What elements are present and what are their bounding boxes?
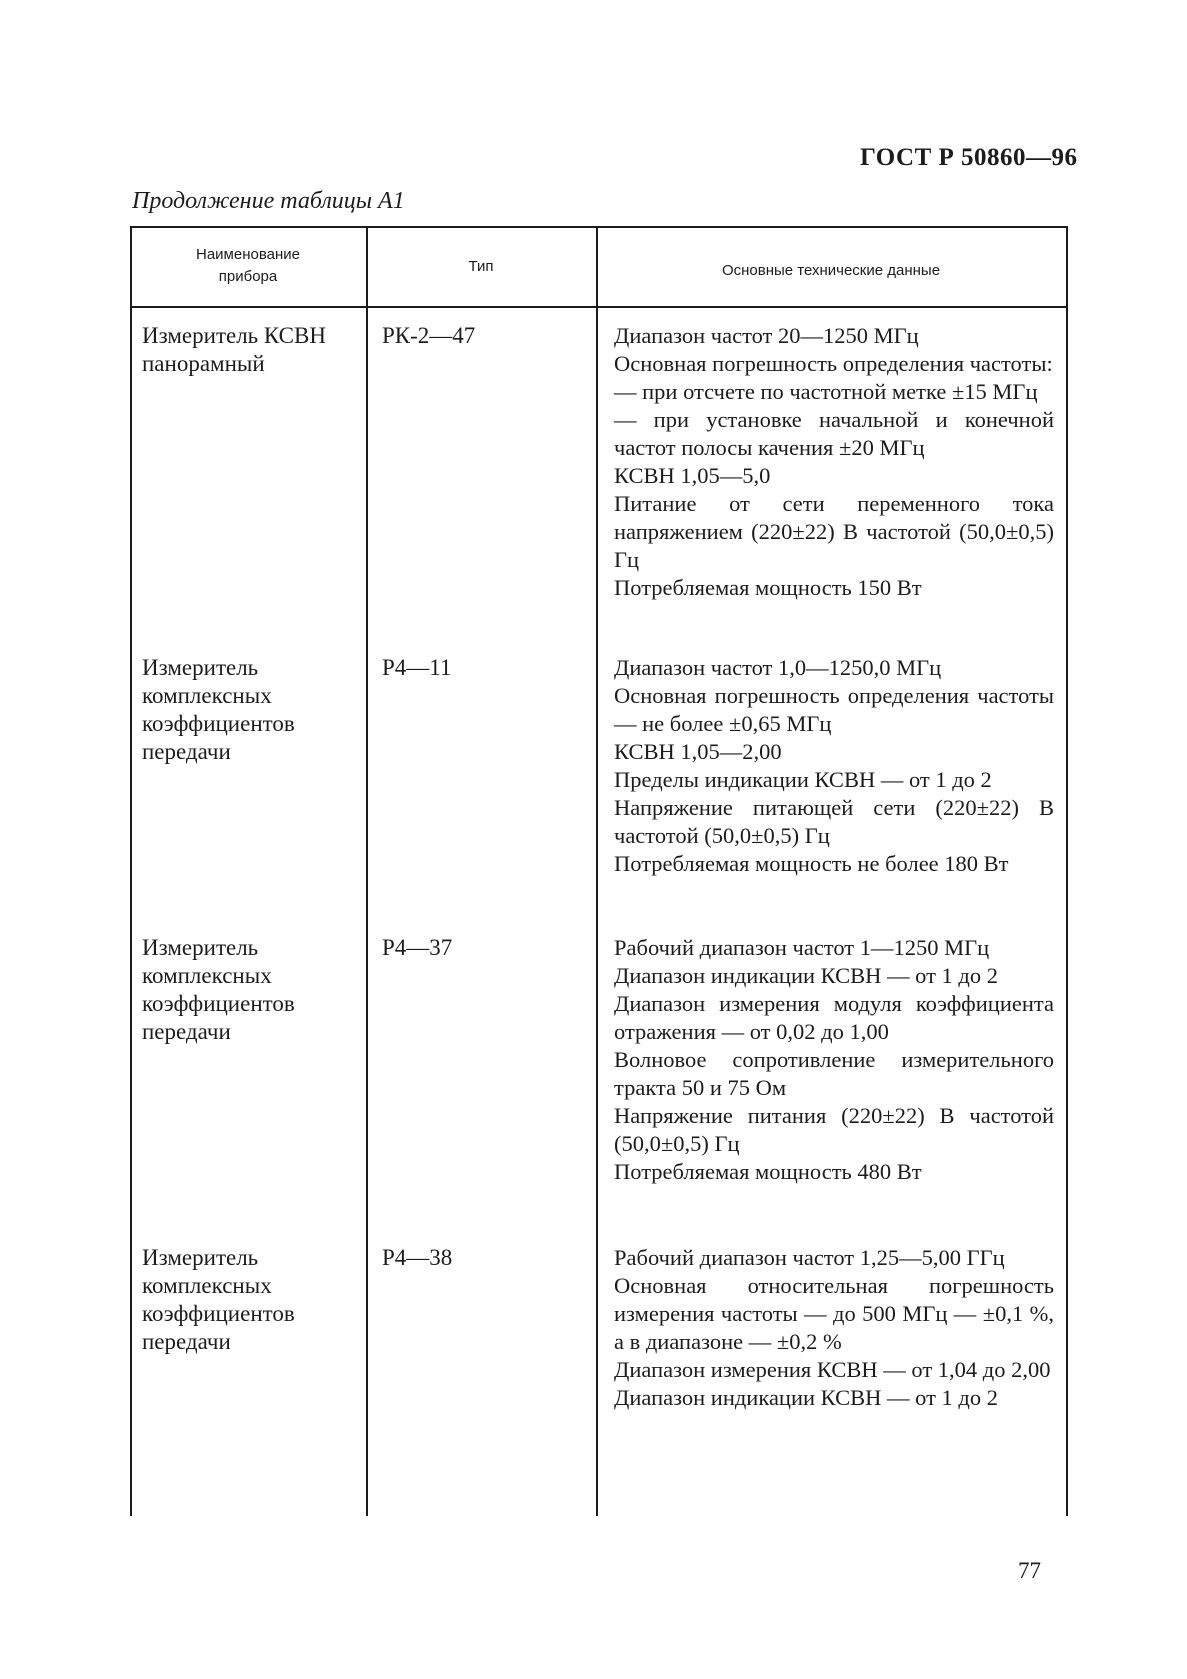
spec-line: Питание от сети переменного тока напряжением (220±22) В частотой (50,0±0,5) Гц [614,491,1054,572]
spec-line: Основная погрешность определения частоты: [614,351,1053,376]
instrument-specs [614,322,1054,602]
column-header-specs: Основные технические данные [721,262,941,279]
table-border-top [130,226,1068,228]
table-border-right [1066,226,1068,1516]
spec-line: — при отсчете по частотной метке ±15 МГц [614,379,1038,404]
header-bottom-rule [130,306,1068,308]
table-divider-2 [596,226,598,1516]
spec-line: Напряжение питания (220±22) В частотой (50,0±0,5) Гц [614,1103,1054,1156]
column-header-type: Тип [468,258,494,275]
instrument-specs [614,654,1054,878]
table-caption: Продолжение таблицы А1 [132,188,405,214]
spec-line: КСВН 1,05—2,00 [614,739,782,764]
spec-line: Диапазон частот 20—1250 МГц [614,323,919,348]
instrument-type: Р4—38 [382,1245,453,1270]
instrument-type: Р4—37 [382,935,453,960]
spec-line: Диапазон измерения КСВН — от 1,04 до 2,00 [614,1357,1051,1382]
spec-line: — при установке начальной и конечной частот полосы качения ±20 МГц [614,407,1054,460]
page-number: 77 [1018,1558,1041,1583]
spec-line: Диапазон измерения модуля коэффициента отражения — от 0,02 до 1,00 [614,991,1054,1044]
instrument-specs [614,1244,1054,1412]
standard-designation: ГОСТ Р 50860—96 [860,144,1078,171]
spec-line: Напряжение питающей сети (220±22) В частотой (50,0±0,5) Гц [614,795,1054,848]
spec-line: Потребляемая мощность не более 180 Вт [614,851,1009,876]
spec-line: Потребляемая мощность 150 Вт [614,575,922,600]
spec-line: Основная относительная погрешность измерения частоты — до 500 МГц — ±0,1 %, а в диапазоне — ±0,2 % [614,1273,1054,1354]
spec-line: Диапазон частот 1,0—1250,0 МГц [614,655,942,680]
spec-line: Волновое сопротивление измерительного тракта 50 и 75 Ом [614,1047,1054,1100]
table-border-left [130,226,132,1516]
instrument-name: Измеритель комплексных коэффициентов передачи [142,655,295,764]
instrument-name: Измеритель КСВН панорамный [142,323,326,376]
spec-line: Диапазон индикации КСВН — от 1 до 2 [614,963,998,988]
instrument-type: РК-2—47 [382,323,476,348]
spec-line: Диапазон индикации КСВН — от 1 до 2 [614,1385,998,1410]
spec-line: Рабочий диапазон частот 1,25—5,00 ГГц [614,1245,1005,1270]
instrument-type: Р4—11 [382,655,452,680]
column-header-name: Наименование прибора [196,246,300,285]
spec-line: Пределы индикации КСВН — от 1 до 2 [614,767,992,792]
instrument-name: Измеритель комплексных коэффициентов передачи [142,1245,295,1354]
spec-line: Потребляемая мощность 480 Вт [614,1159,922,1184]
instrument-name: Измеритель комплексных коэффициентов передачи [142,935,295,1044]
spec-line: КСВН 1,05—5,0 [614,463,771,488]
instrument-table [130,226,1070,1516]
instrument-specs [614,934,1054,1186]
spec-line: Основная погрешность определения частоты — не более ±0,65 МГц [614,683,1054,736]
spec-line: Рабочий диапазон частот 1—1250 МГц [614,935,990,960]
